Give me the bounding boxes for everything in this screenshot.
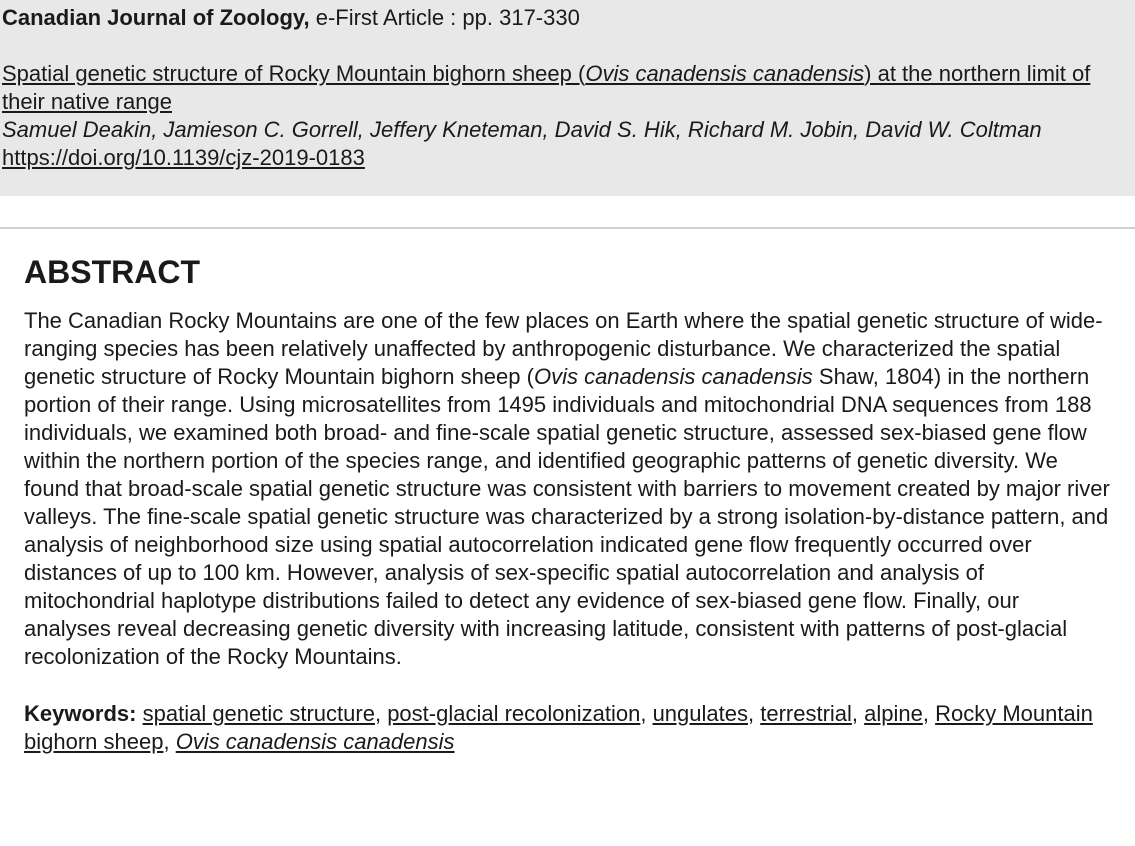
- keyword-separator: ,: [374, 701, 388, 726]
- title-part-1: Spatial genetic structure of Rocky Mountain bighorn sheep (: [2, 61, 586, 86]
- abstract-text-part-1: The Canadian Rocky Mountains are one of the few places on Earth where the spatial genetic structure of wide-ranging species has been relatively unaffected by anthropogenic disturbance. We characterized the spatial genetic structure of Rocky Mountain bighorn sheep (: [24, 308, 1103, 389]
- keyword-species: Ovis canadensis canadensis: [175, 729, 455, 754]
- divider: [0, 227, 1135, 229]
- keyword-separator: ,: [922, 701, 936, 726]
- abstract-text-part-2: Shaw, 1804) in the northern portion of their range. Using microsatellites from 1495 individuals and mitochondrial DNA sequences from 188 individuals, we examined both broad- and fine-scale spatial genetic structure, assessed sex-biased gene flow within the northern portion of the species range, and identified geographic patterns of genetic diversity. We found that broad-scale spatial genetic structure was consistent with barriers to movement created by major river valleys. The fine-scale spatial genetic structure was characterized by a strong isolation-by-distance pattern, and analysis of neighborhood size using spatial autocorrelation indicated gene flow frequently occurred over distances of up to 100 km. However, analysis of sex-specific spatial autocorrelation and analysis of mitochondrial haplotype distributions failed to detect any evidence of sex-biased gene flow. Finally, our analyses reveal decreasing genetic diversity with increasing latitude, consistent with patterns of post-glacial recolonization of the Rocky Mountains.: [24, 364, 1110, 669]
- doi-link[interactable]: https://doi.org/10.1139/cjz-2019-0183: [2, 145, 365, 170]
- keywords: [24, 700, 1111, 756]
- keyword-link[interactable]: post-glacial recolonization: [387, 701, 641, 726]
- keyword-link-species[interactable]: [176, 729, 455, 754]
- keyword-separator: ,: [163, 729, 176, 754]
- journal-info: e-First Article : pp. 317-330: [309, 5, 580, 30]
- abstract-text: [24, 307, 1111, 671]
- title-part-2: ) at the northern limit of their native range: [2, 61, 1091, 114]
- keyword-link[interactable]: terrestrial: [760, 701, 852, 726]
- keyword-link[interactable]: Rocky Mountain bighorn sheep: [24, 701, 1093, 754]
- keyword-separator: ,: [640, 701, 653, 726]
- journal-name: Canadian Journal of Zoology,: [2, 5, 310, 30]
- abstract-species: Ovis canadensis canadensis: [533, 364, 813, 389]
- keyword-link[interactable]: alpine: [864, 701, 923, 726]
- keyword-separator: ,: [851, 701, 865, 726]
- keyword-link[interactable]: ungulates: [652, 701, 748, 726]
- abstract-heading: ABSTRACT: [24, 254, 200, 290]
- article-header: [0, 0, 1135, 196]
- article-title-link[interactable]: [2, 60, 1133, 116]
- journal-citation: [2, 4, 1133, 32]
- keyword-link[interactable]: spatial genetic structure: [142, 701, 375, 726]
- authors: Samuel Deakin, Jamieson C. Gorrell, Jeffery Kneteman, David S. Hik, Richard M. Jobin, David W. Coltman: [2, 117, 1042, 142]
- title-species: Ovis canadensis canadensis: [585, 61, 865, 86]
- keywords-label: Keywords:: [24, 701, 137, 726]
- abstract-section: [0, 253, 1135, 756]
- keyword-separator: ,: [747, 701, 761, 726]
